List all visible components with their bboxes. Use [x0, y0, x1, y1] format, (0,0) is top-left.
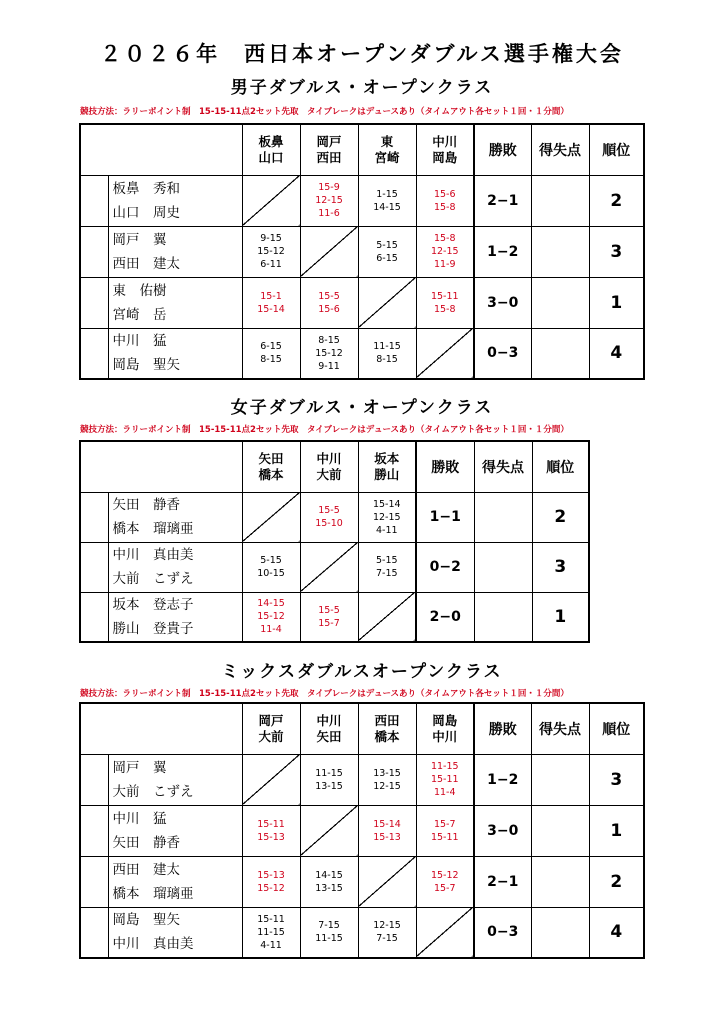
points-value [531, 175, 589, 226]
set-score: 7-15 [375, 568, 398, 579]
match-score-cell [416, 175, 474, 226]
set-score: 11-15 [257, 926, 285, 938]
table-row [80, 492, 589, 542]
opponent-header [300, 441, 358, 492]
points-value [531, 226, 589, 277]
pair-names [108, 277, 242, 328]
player-name: 橋本 瑠璃亜 [112, 885, 194, 902]
self-match-diagonal-cell [358, 277, 416, 328]
set-score: 15-12 [315, 347, 343, 359]
self-match-diagonal-cell [300, 805, 358, 856]
match-score-cell [242, 277, 300, 328]
player-name: 大前 こずえ [112, 783, 194, 800]
row-index-cell [80, 175, 108, 226]
page-title: ２０２６年 西日本オープンダブルス選手権大会 [100, 42, 624, 66]
header-points: 得失点 [474, 441, 532, 492]
set-score: 1-15 [376, 188, 398, 200]
opponent-header [242, 703, 300, 754]
points-value [531, 907, 589, 958]
table-row [80, 856, 644, 907]
set-score: 5-15 [260, 555, 282, 566]
rank-value: 4 [589, 907, 644, 958]
set-score: 11-15 [315, 767, 343, 779]
match-score-cell [300, 754, 358, 805]
set-score: 9-11 [318, 360, 340, 372]
player-name: 中川 真由美 [112, 547, 194, 563]
table-row [80, 226, 644, 277]
match-score-cell [300, 277, 358, 328]
set-score: 8-15 [376, 354, 398, 366]
set-score: 15-13 [257, 869, 285, 881]
opponent-header [416, 703, 474, 754]
results-table-mixed [79, 702, 645, 959]
opponent-header [242, 441, 300, 492]
set-score: 12-15 [373, 920, 401, 932]
player-name: 矢田 静香 [112, 497, 180, 513]
row-index-cell [80, 805, 108, 856]
row-index-cell [80, 754, 108, 805]
player-name: 岡島 聖矢 [112, 357, 180, 374]
set-score: 6-15 [260, 341, 282, 353]
win-loss-value: 1−1 [416, 492, 474, 542]
set-score: 15-7 [433, 818, 456, 830]
set-score: 15-6 [318, 303, 340, 315]
self-match-diagonal-cell [358, 856, 416, 907]
player-name: 岡島 聖矢 [112, 912, 180, 929]
opponent-header [242, 124, 300, 175]
set-score: 15-12 [257, 246, 285, 257]
opponent-header [358, 124, 416, 175]
set-score: 11-4 [260, 624, 282, 636]
set-score: 15-14 [373, 818, 401, 830]
header-blank-cell [80, 124, 242, 175]
set-score: 15-12 [257, 611, 285, 623]
set-score: 11-15 [430, 761, 459, 772]
match-score-cell [242, 805, 300, 856]
match-score-cell [242, 542, 300, 592]
set-score: 8-15 [318, 334, 340, 346]
match-score-cell [416, 856, 474, 907]
rank-value: 1 [589, 277, 644, 328]
pair-names [108, 328, 242, 379]
match-score-cell [300, 856, 358, 907]
player-name: 中川 真由美 [112, 936, 194, 953]
rank-value: 3 [589, 226, 644, 277]
match-score-cell [300, 328, 358, 379]
opponent-line-2: 橋本 [258, 466, 284, 482]
opponent-line-1: 坂本 [374, 450, 400, 466]
match-score-cell [358, 907, 416, 958]
set-score: 9-15 [260, 233, 282, 244]
player-name: 橋本 瑠璃亜 [112, 521, 194, 537]
header-blank-cell [80, 441, 242, 492]
opponent-line-1: 中川 [432, 133, 458, 149]
header-row [80, 441, 589, 492]
set-score: 15-11 [257, 818, 285, 830]
points-value [531, 328, 589, 379]
set-score: 11-4 [433, 787, 456, 798]
rank-value: 1 [589, 805, 644, 856]
table-row [80, 542, 589, 592]
opponent-line-1: 中川 [316, 450, 342, 466]
set-score: 15-5 [318, 604, 340, 616]
results-table-mens [79, 123, 645, 380]
opponent-line-2: 中川 [432, 728, 458, 744]
self-match-diagonal-cell [300, 542, 358, 592]
set-score: 15-11 [430, 774, 459, 785]
opponent-line-1: 岡戸 [316, 133, 342, 149]
pair-names [108, 492, 242, 542]
player-name: 板鼻 秀和 [112, 180, 180, 197]
header-row [80, 703, 644, 754]
match-score-cell [358, 226, 416, 277]
set-score: 15-14 [372, 498, 401, 510]
player-name: 坂本 登志子 [112, 596, 194, 613]
win-loss-value: 1−2 [474, 226, 531, 277]
opponent-header [358, 703, 416, 754]
set-score: 8-15 [260, 354, 282, 366]
section-title-mens: 男子ダブルス・オープンクラス [230, 78, 494, 98]
win-loss-value: 0−3 [474, 328, 531, 379]
set-score: 15-14 [257, 303, 285, 315]
header-points: 得失点 [531, 124, 589, 175]
pair-names [108, 542, 242, 592]
set-score: 15-5 [318, 290, 340, 302]
player-name: 山口 周史 [112, 204, 180, 221]
match-score-cell [358, 542, 416, 592]
table-row [80, 175, 644, 226]
opponent-header [300, 703, 358, 754]
row-index-cell [80, 856, 108, 907]
header-row [80, 124, 644, 175]
set-score: 15-10 [315, 518, 343, 529]
self-match-diagonal-cell [416, 328, 474, 379]
match-score-cell [300, 592, 358, 642]
row-index-cell [80, 277, 108, 328]
pair-names [108, 856, 242, 907]
header-blank-cell [80, 703, 242, 754]
set-score: 14-15 [257, 598, 285, 610]
rank-value: 2 [589, 856, 644, 907]
set-score: 15-9 [318, 182, 340, 193]
opponent-line-2: 勝山 [374, 466, 400, 482]
win-loss-value: 2−0 [416, 592, 474, 642]
opponent-header [358, 441, 416, 492]
points-value [531, 805, 589, 856]
self-match-diagonal-cell [242, 175, 300, 226]
set-score: 14-15 [315, 869, 343, 881]
row-index-cell [80, 328, 108, 379]
opponent-line-1: 中川 [316, 712, 342, 728]
opponent-header [300, 124, 358, 175]
set-score: 15-1 [260, 290, 282, 302]
set-score: 15-11 [430, 831, 459, 843]
set-score: 5-15 [375, 555, 398, 566]
header-rank: 順位 [589, 124, 644, 175]
points-value [531, 856, 589, 907]
set-score: 15-6 [433, 188, 456, 200]
match-score-cell [300, 492, 358, 542]
table-row [80, 328, 644, 379]
header-rank: 順位 [589, 703, 644, 754]
win-loss-value: 0−3 [474, 907, 531, 958]
row-index-cell [80, 542, 108, 592]
opponent-line-1: 岡戸 [258, 712, 284, 728]
match-score-cell [358, 492, 416, 542]
self-match-diagonal-cell [300, 226, 358, 277]
rank-value: 4 [589, 328, 644, 379]
pair-names [108, 592, 242, 642]
self-match-diagonal-cell [358, 592, 416, 642]
opponent-line-2: 西田 [316, 149, 342, 165]
player-name: 中川 猛 [112, 810, 167, 827]
set-score: 6-15 [376, 252, 398, 264]
rank-value: 2 [589, 175, 644, 226]
set-score: 7-15 [376, 933, 398, 945]
header-win-loss: 勝敗 [474, 124, 531, 175]
rank-value: 2 [532, 492, 589, 542]
set-score: 7-15 [318, 920, 340, 932]
match-score-cell [416, 277, 474, 328]
table-row [80, 805, 644, 856]
match-score-cell [242, 907, 300, 958]
opponent-line-2: 宮崎 [374, 149, 400, 165]
row-index-cell [80, 592, 108, 642]
set-score: 15-5 [318, 505, 340, 516]
match-score-cell [300, 175, 358, 226]
opponent-line-1: 西田 [374, 712, 400, 728]
win-loss-value: 1−2 [474, 754, 531, 805]
set-score: 12-15 [430, 246, 459, 257]
opponent-line-2: 橋本 [374, 728, 400, 744]
player-name: 勝山 登貴子 [112, 620, 194, 637]
pair-names [108, 754, 242, 805]
match-score-cell [416, 754, 474, 805]
player-name: 東 佑樹 [112, 282, 167, 299]
opponent-line-1: 岡島 [432, 712, 458, 728]
set-score: 15-7 [433, 882, 456, 894]
win-loss-value: 3−0 [474, 805, 531, 856]
opponent-line-1: 矢田 [258, 450, 284, 466]
pair-names [108, 907, 242, 958]
set-score: 15-8 [433, 201, 456, 213]
rule-text-womens: 競技方法：ラリーポイント制 15-15-11点2セット先取 タイブレークはデュースあり（タイムアウト各セット１回・１分間） [80, 425, 569, 435]
set-score: 10-15 [257, 568, 285, 579]
player-name: 岡戸 翼 [112, 759, 167, 776]
rank-value: 1 [532, 592, 589, 642]
set-score: 4-11 [375, 524, 398, 536]
self-match-diagonal-cell [242, 492, 300, 542]
set-score: 6-11 [260, 259, 282, 270]
set-score: 15-11 [257, 913, 285, 925]
row-index-cell [80, 226, 108, 277]
opponent-line-1: 東 [380, 133, 394, 149]
opponent-line-2: 矢田 [316, 728, 342, 744]
set-score: 12-15 [372, 511, 401, 523]
rank-value: 3 [532, 542, 589, 592]
win-loss-value: 0−2 [416, 542, 474, 592]
set-score: 15-12 [430, 869, 459, 881]
set-score: 12-15 [373, 780, 401, 792]
rule-text-mens: 競技方法：ラリーポイント制 15-15-11点2セット先取 タイブレークはデュースあり（タイムアウト各セット１回・１分間） [80, 107, 569, 117]
set-score: 15-12 [257, 882, 285, 894]
set-score: 15-8 [433, 233, 456, 244]
opponent-line-2: 大前 [258, 728, 284, 744]
win-loss-value: 2−1 [474, 175, 531, 226]
set-score: 4-11 [260, 939, 282, 951]
table-row [80, 907, 644, 958]
points-value [474, 542, 532, 592]
pair-names [108, 226, 242, 277]
section-title-womens: 女子ダブルス・オープンクラス [230, 398, 494, 418]
set-score: 15-8 [433, 303, 456, 315]
rank-value: 3 [589, 754, 644, 805]
section-title-mixed: ミックスダブルスオープンクラス [221, 662, 503, 682]
set-score: 15-7 [318, 617, 340, 629]
match-score-cell [300, 907, 358, 958]
win-loss-value: 2−1 [474, 856, 531, 907]
set-score: 15-11 [430, 290, 459, 302]
match-score-cell [242, 592, 300, 642]
points-value [474, 492, 532, 542]
header-win-loss: 勝敗 [474, 703, 531, 754]
set-score: 13-15 [373, 767, 401, 779]
player-name: 西田 建太 [112, 255, 180, 272]
player-name: 岡戸 翼 [112, 231, 167, 248]
win-loss-value: 3−0 [474, 277, 531, 328]
set-score: 12-15 [315, 195, 343, 206]
points-value [474, 592, 532, 642]
match-score-cell [416, 226, 474, 277]
set-score: 15-13 [373, 831, 401, 843]
self-match-diagonal-cell [242, 754, 300, 805]
player-name: 大前 こずえ [112, 571, 194, 587]
match-score-cell [242, 856, 300, 907]
match-score-cell [358, 328, 416, 379]
set-score: 11-15 [373, 341, 401, 353]
match-score-cell [416, 805, 474, 856]
header-win-loss: 勝敗 [416, 441, 474, 492]
opponent-line-1: 板鼻 [258, 133, 284, 149]
set-score: 15-13 [257, 831, 285, 843]
self-match-diagonal-cell [416, 907, 474, 958]
opponent-line-2: 大前 [316, 466, 342, 482]
player-name: 宮崎 岳 [112, 306, 167, 323]
points-value [531, 277, 589, 328]
table-row [80, 592, 589, 642]
set-score: 13-15 [315, 780, 343, 792]
player-name: 西田 建太 [112, 861, 180, 878]
player-name: 中川 猛 [112, 333, 167, 350]
points-value [531, 754, 589, 805]
header-rank: 順位 [532, 441, 589, 492]
opponent-line-2: 岡島 [432, 149, 458, 165]
results-table-womens [79, 440, 590, 643]
pair-names [108, 805, 242, 856]
match-score-cell [358, 175, 416, 226]
pair-names [108, 175, 242, 226]
set-score: 14-15 [373, 201, 401, 213]
set-score: 13-15 [315, 882, 343, 894]
match-score-cell [242, 328, 300, 379]
set-score: 11-9 [433, 259, 456, 270]
opponent-line-2: 山口 [258, 149, 284, 165]
match-score-cell [358, 805, 416, 856]
opponent-header [416, 124, 474, 175]
table-row [80, 754, 644, 805]
header-points: 得失点 [531, 703, 589, 754]
player-name: 矢田 静香 [112, 834, 180, 851]
set-score: 5-15 [376, 239, 398, 251]
match-score-cell [242, 226, 300, 277]
row-index-cell [80, 907, 108, 958]
match-score-cell [358, 754, 416, 805]
set-score: 11-6 [318, 208, 340, 219]
row-index-cell [80, 492, 108, 542]
rule-text-mixed: 競技方法：ラリーポイント制 15-15-11点2セット先取 タイブレークはデュースあり（タイムアウト各セット１回・１分間） [80, 689, 569, 699]
table-row [80, 277, 644, 328]
set-score: 11-15 [315, 933, 343, 945]
